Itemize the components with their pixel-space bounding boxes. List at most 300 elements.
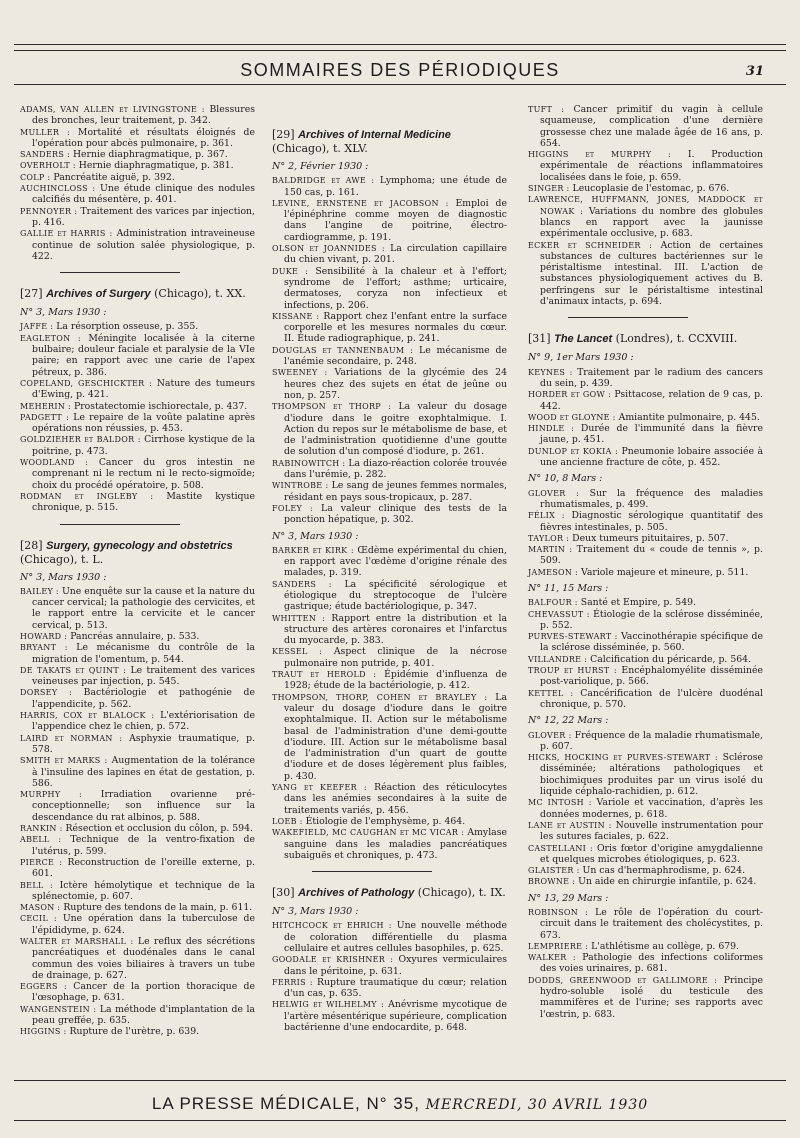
article-entry	[272, 266, 507, 311]
author-names: RANKIN :	[20, 824, 63, 834]
journal-31-entries-2	[528, 488, 763, 578]
article-entry	[272, 613, 507, 647]
article-title: Le traitement des varices veineuses par injection, p. 545.	[32, 664, 255, 688]
article-entry	[272, 579, 507, 613]
article-entry	[528, 510, 763, 533]
page-title: SOMMAIRES DES PÉRIODIQUES	[240, 60, 560, 80]
article-entry	[20, 333, 255, 378]
article-entry	[272, 503, 507, 526]
journal-31-entries-5	[528, 907, 763, 1020]
article-entry	[272, 480, 507, 503]
article-title: Reconstruction de l'oreille externe, p. 601.	[32, 856, 255, 880]
author-names: TAYLOR :	[528, 533, 570, 543]
author-names: WINTROBE :	[272, 481, 329, 491]
article-entry	[528, 665, 763, 688]
article-title: La circulation capillaire du chien vivant, p. 201.	[284, 243, 507, 266]
article-title: Pancréas annulaire, p. 533.	[70, 630, 200, 642]
author-names: GLOVER :	[528, 730, 572, 740]
article-entry	[20, 228, 255, 262]
article-entry	[20, 687, 255, 710]
author-names: PIERCE :	[20, 857, 63, 867]
article-title: Sensibilité à la chaleur et à l'effort; syndrome de l'effort; asthme; urticaire, dermatoses, coryza non infectieux et infections, p. 206.	[284, 265, 507, 311]
article-entry	[528, 446, 763, 469]
article-title: Hernie diaphragmatique, p. 367.	[72, 149, 228, 161]
article-entry	[528, 797, 763, 820]
author-names: FOLEY :	[272, 503, 313, 513]
issue-date: N° 13, 29 Mars :	[528, 892, 609, 904]
article-title: Le reflux des sécrétions pancréatiques et duodénales dans le canal commun des voies biliaires à travers un tube de drainage, p. 627.	[32, 936, 255, 981]
article-title: La diazo-réaction colorée trouvée dans l'urémie, p. 282.	[284, 457, 507, 481]
article-title: Amylase sanguine dans les maladies pancréatiques subaiguës et chroniques, p. 473.	[284, 827, 507, 861]
journal-info: (Chicago), t. L.	[20, 552, 104, 566]
author-names: OLSON et JOANNIDES :	[272, 244, 385, 254]
author-names: DODDS, GREENWOOD et GALLIMORE :	[528, 975, 718, 985]
journal-info: (Chicago), t. IX.	[417, 886, 506, 900]
article-title: Hernie diaphragmatique, p. 381.	[78, 160, 234, 172]
article-entry	[272, 827, 507, 861]
author-names: MC INTOSH :	[528, 798, 592, 808]
author-names: WHITTEN :	[272, 613, 326, 623]
article-title: Rupture des tendons de la main, p. 611.	[63, 902, 253, 914]
article-entry	[528, 654, 763, 665]
article-title: Durée de l'immunité dans la fièvre jaune, p. 451.	[540, 423, 763, 446]
footer-journal: LA PRESSE MÉDICALE,	[151, 1094, 361, 1113]
article-title: Prostatectomie ischiorectale, p. 437.	[73, 400, 248, 412]
author-names: FERRIS :	[272, 977, 313, 987]
article-entry	[20, 206, 255, 229]
article-title: Une étude clinique des nodules calcifiés du mésentère, p. 401.	[32, 183, 255, 206]
article-entry	[20, 1004, 255, 1027]
header-rule-top-inner	[14, 50, 786, 51]
article-entry	[20, 710, 255, 733]
article-entry	[528, 488, 763, 511]
article-title: Cancer primitif du vagin à cellule squameuse, complication d'une dernière grossesse chez une malade âgée de 16 ans, p. 654.	[540, 104, 763, 149]
issue-date: N° 9, 1er Mars 1930 :	[528, 352, 634, 364]
author-names: DUNLOP et KOKIA :	[528, 446, 619, 456]
column-1	[20, 104, 255, 1038]
author-names: LAWRENCE, HUFFMANN, JONES, MADDOCK et NOWAK :	[528, 195, 763, 216]
journal-title: Archives of Surgery	[46, 288, 151, 301]
article-entry	[528, 104, 763, 149]
issue-date: N° 3, Mars 1930 :	[20, 571, 107, 583]
article-title: Administration intraveineuse continue de solution salée physiologique, p. 422.	[32, 228, 255, 262]
article-entry	[272, 367, 507, 401]
article-entry	[272, 692, 507, 782]
author-names: JAFFE :	[20, 322, 54, 332]
author-names: HELWIG et WILHELMY :	[272, 1000, 384, 1010]
author-names: GOODALE et KRISHNER :	[272, 955, 394, 965]
article-title: Mortalité et résultats éloignés de l'opération pour abcès pulmonaire, p. 361.	[32, 126, 255, 149]
author-names: CHEVASSUT :	[528, 609, 590, 619]
article-entry	[272, 669, 507, 692]
article-entry	[20, 491, 255, 514]
author-names: JAMESON :	[528, 567, 578, 577]
article-entry	[20, 981, 255, 1004]
article-title: Asphyxie traumatique, p. 578.	[32, 732, 255, 755]
author-names: SMITH et MARKS :	[20, 756, 108, 766]
author-names: ADAMS, VAN ALLEN et LIVINGSTONE :	[20, 105, 205, 114]
article-entry	[528, 194, 763, 239]
article-entry	[528, 865, 763, 876]
author-names: CASTELLANI :	[528, 843, 593, 853]
author-names: MULLER :	[20, 127, 71, 137]
article-title: Rapport entre la distribution et la structure des artères coronaires et l'infarctus du myocarde, p. 383.	[284, 612, 507, 647]
author-names: BALFOUR :	[528, 598, 578, 608]
article-entry	[20, 880, 255, 903]
header-rule-top	[14, 44, 786, 45]
author-names: VILLANDRE :	[528, 654, 588, 664]
article-title: Méningite localisée à la citerne bulbaire; douleur faciale et paralysie de la VIe paire; en rapport avec une carie de l'apex pétreux, p. 386.	[32, 332, 255, 378]
section-separator	[312, 871, 432, 872]
article-entry	[272, 646, 507, 669]
article-entry	[20, 823, 255, 834]
article-entry	[528, 412, 763, 423]
author-names: LAIRD et NORMAN :	[20, 733, 123, 743]
section-separator	[568, 317, 688, 318]
author-names: PENNOYER :	[20, 206, 78, 216]
article-entry	[20, 1026, 255, 1037]
article-title: Lymphoma; une étude de 150 cas, p. 161.	[284, 175, 507, 198]
article-entry	[20, 127, 255, 150]
article-title: Variole majeure et mineure, p. 511.	[580, 566, 749, 578]
article-title: Le sang de jeunes femmes normales, résidant en pays sous-tropicaux, p. 287.	[284, 480, 507, 503]
author-names: HITCHCOCK et EHRICH :	[272, 921, 392, 931]
article-entry	[272, 345, 507, 368]
article-entry	[272, 816, 507, 827]
author-names: BAILEY :	[20, 586, 59, 596]
journal-number: [29]	[272, 128, 295, 141]
article-entry	[20, 401, 255, 412]
article-title: Pneumonie lobaire associée à une ancienne fracture de côte, p. 452.	[540, 445, 763, 469]
footer-date: MERCREDI, 30 AVRIL 1930	[425, 1097, 649, 1113]
article-entry	[272, 782, 507, 816]
article-title: Pancréatite aiguë, p. 392.	[53, 171, 175, 183]
article-entry	[528, 941, 763, 952]
author-names: GOLDZIEHER et BALDOR :	[20, 435, 141, 445]
header-rule-bottom	[14, 84, 786, 85]
article-title: Une opération dans la tuberculose de l'épididyme, p. 624.	[32, 913, 255, 936]
author-names: TRAUT et HEROLD :	[272, 670, 377, 680]
article-title: Rapport chez l'enfant entre la surface corporelle et les mesures normales du cœur. II. Étude radiographique, p. 241.	[284, 310, 507, 345]
article-title: Deux tumeurs pituitaires, p. 507.	[572, 532, 729, 544]
article-entry	[20, 412, 255, 435]
article-title: Calcification du péricarde, p. 564.	[590, 653, 752, 665]
article-title: L'athlétisme au collège, p. 679.	[591, 940, 740, 952]
article-title: Le mécanisme du contrôle de la migration de l'omentum, p. 544.	[32, 642, 255, 665]
journal-info: (Chicago), t. XX.	[154, 287, 246, 301]
article-entry	[528, 843, 763, 866]
article-title: Oxyures vermiculaires dans le péritoine, p. 631.	[284, 954, 507, 977]
article-entry	[272, 977, 507, 1000]
article-title: Le rôle de l'opération du court-circuit dans le traitement des cholécystites, p. 673.	[540, 907, 763, 941]
journal-title: Archives of Pathology	[298, 887, 415, 900]
article-title: Nature des tumeurs d'Ewing, p. 421.	[32, 377, 255, 401]
article-title: Bactériologie et pathogénie de l'appendicite, p. 562.	[32, 687, 255, 710]
article-title: Fréquence de la maladie rhumatismale, p. 607.	[540, 729, 763, 752]
article-title: Irradiation ovarienne pré-conceptionnelle; son influence sur la descendance du rat albinos, p. 588.	[32, 789, 255, 823]
article-entry	[528, 544, 763, 567]
author-names: ABELL :	[20, 835, 62, 845]
article-entry	[528, 952, 763, 975]
article-entry	[528, 820, 763, 843]
article-entry	[528, 240, 763, 308]
article-title: Cancer de la portion thoracique de l'œsophage, p. 631.	[32, 981, 255, 1004]
journal-28-entries	[20, 586, 255, 1038]
article-title: Ictère hémolytique et technique de la splénectomie, p. 607.	[32, 879, 255, 902]
section-separator	[60, 272, 180, 273]
article-title: Cirrhose kystique de la poitrine, p. 473.	[32, 434, 255, 457]
journal-27-entries	[20, 321, 255, 513]
footer-rule-top	[14, 1080, 786, 1081]
author-names: ECKER et SCHNEIDER :	[528, 240, 653, 250]
article-entry	[20, 378, 255, 401]
article-title: La résorption osseuse, p. 355.	[56, 321, 199, 333]
author-names: RODMAN et INGLEBY :	[20, 491, 154, 501]
article-title: La spécificité sérologique et étiologique du streptocoque de l'ulcère gastrique; étude bactériologique, p. 347.	[284, 578, 507, 613]
author-names: KESSEL :	[272, 647, 323, 657]
article-title: La valeur du dosage d'iodure dans le goitre exophtalmique. II. Action sur le métabolisme basal de l'administration d'une demi-goutte d'iodure. III. Action sur le métabolisme basal de l'administration d'un quart de goutte d'iodure et de doses légèrement plus faibles, p. 430.	[284, 691, 507, 782]
article-entry	[20, 936, 255, 981]
article-entry	[528, 631, 763, 654]
issue-date: N° 3, Mars 1930 :	[272, 530, 359, 542]
article-title: Sur la fréquence des maladies rhumatismales, p. 499.	[540, 487, 763, 510]
article-title: I. Production expérimentale de réactions inflammatoires localisées dans le foie, p. 659.	[540, 149, 763, 183]
author-names: MURPHY :	[20, 790, 83, 800]
author-names: GLAISTER :	[528, 866, 580, 876]
article-entry	[528, 876, 763, 887]
author-names: HOWARD :	[20, 631, 68, 641]
section-separator	[60, 524, 180, 525]
article-title: Amiantite pulmonaire, p. 445.	[618, 411, 760, 423]
journal-31-entries-4	[528, 730, 763, 888]
journal-info: (Chicago), t. XLV.	[272, 142, 368, 155]
journal-heading-30	[272, 886, 507, 900]
journal-title: Archives of Internal Medicine	[298, 129, 451, 141]
author-names: RABINOWITCH :	[272, 458, 346, 468]
journal-29-entries-mar	[272, 545, 507, 861]
article-entry	[20, 172, 255, 183]
author-names: KETTEL :	[528, 688, 574, 698]
author-names: PADGETT :	[20, 412, 70, 422]
journal-number: [28]	[20, 538, 43, 552]
col1-prelude	[20, 104, 255, 262]
author-names: DOUGLAS et TANNENBAUM :	[272, 345, 414, 355]
article-title: La valeur du dosage d'iodure dans le goitre exophtalmique. I. Action du repos sur le métabolisme de base, et de l'administration quotidienne d'une goutte de solution d'un composé d'iodure, p. 261.	[284, 401, 507, 458]
article-title: Un aide en chirurgie infantile, p. 624.	[578, 876, 757, 888]
article-entry	[20, 789, 255, 823]
article-entry	[20, 183, 255, 206]
author-names: YANG et KEEFER :	[272, 783, 367, 793]
article-entry	[528, 752, 763, 797]
page-footer	[0, 1094, 800, 1114]
article-title: Variations du nombre des globules blancs en rapport avec la jaunisse expérimentale occlusive, p. 683.	[540, 205, 763, 240]
journal-title: Surgery, gynecology and obstetrics	[46, 539, 233, 552]
author-names: BRYANT :	[20, 643, 68, 653]
author-names: WAKEFIELD, MC CAUGHAN et MC VICAR :	[272, 828, 465, 838]
journal-heading-31	[528, 332, 763, 346]
article-title: Sclérose disséminée; altérations pathologiques et biochimiques produites par un virus isolé du liquide céphalo-rachidien, p. 612.	[540, 752, 763, 798]
issue-date: N° 2, Février 1930 :	[272, 161, 369, 172]
article-title: Blessures des bronches, leur traitement, p. 342.	[32, 104, 255, 127]
article-title: Emploi de l'épinéphrine comme moyen de diagnostic dans l'angine de poitrine, électro-cardiogramme, p. 191.	[284, 197, 507, 243]
author-names: SINGER :	[528, 184, 570, 194]
article-entry	[272, 175, 507, 198]
article-entry	[272, 999, 507, 1033]
article-entry	[528, 367, 763, 390]
author-names: SANDERS :	[20, 150, 70, 160]
author-names: HICKS, HOCKING et PURVES-STEWART :	[528, 753, 718, 763]
article-entry	[20, 642, 255, 665]
article-title: Étiologie de la sclérose disséminée, p. 552.	[540, 608, 763, 631]
article-entry	[528, 609, 763, 632]
article-entry	[20, 104, 255, 127]
journal-heading-29	[272, 128, 507, 155]
journal-29-entries-feb	[272, 175, 507, 525]
author-names: TUFT :	[528, 105, 565, 114]
journal-heading-27	[20, 287, 255, 301]
article-entry	[272, 198, 507, 243]
article-title: Une enquête sur la cause et la nature du cancer cervical; la pathologie des cervicites, et le rapport entre la cervicite et le cancer cervical, p. 513.	[32, 585, 255, 631]
author-names: DORSEY :	[20, 688, 72, 698]
author-names: EGGERS :	[20, 982, 67, 992]
author-names: ROBINSON :	[528, 908, 589, 917]
article-entry	[272, 311, 507, 345]
author-names: BARKER et KIRK :	[272, 545, 354, 555]
author-names: EAGLETON :	[20, 333, 81, 343]
article-entry	[528, 389, 763, 412]
col3-prelude	[528, 104, 763, 307]
journal-number: [30]	[272, 886, 295, 900]
journal-number: [27]	[20, 287, 43, 301]
author-names: TROUP et HURST :	[528, 666, 617, 676]
article-entry	[20, 321, 255, 332]
author-names: THOMPSON et THORP :	[272, 402, 392, 412]
article-title: Le mécanisme de l'anémie secondaire, p. 248.	[284, 344, 507, 368]
author-names: AUCHINCLOSS :	[20, 184, 96, 194]
article-entry	[20, 457, 255, 491]
article-entry	[272, 920, 507, 954]
article-title: Technique de la ventro-fixation de l'utérus, p. 599.	[32, 834, 255, 857]
article-title: Action de certaines substances de cultures bactériennes sur le péristaltisme intestinal. III. L'action de substances physiologiquement actives du B. perfringens sur le péristaltisme intestinal d'animaux intacts, p. 694.	[540, 239, 763, 308]
article-title: Étiologie de l'emphysème, p. 464.	[305, 815, 466, 827]
article-title: Pathologie des infections coliformes des voies urinaires, p. 681.	[540, 952, 763, 975]
article-title: Traitement du « coude de tennis », p. 509.	[540, 544, 763, 567]
article-title: Augmentation de la tolérance à l'insuline des lapines en état de gestation, p. 586.	[32, 755, 255, 789]
article-entry	[528, 907, 763, 941]
author-names: HARRIS, COX et BLALOCK :	[20, 711, 155, 721]
author-names: HINDLE :	[528, 424, 575, 434]
article-title: La valeur clinique des tests de la ponction hépatique, p. 302.	[284, 502, 507, 526]
author-names: BELL :	[20, 880, 54, 890]
article-entry	[528, 567, 763, 578]
article-title: Principe hydro-soluble isolé du testicule des mammifères et de l'urine; ses rapports avec l'œstrin, p. 683.	[540, 974, 763, 1020]
article-title: Cancer du gros intestin ne comprenant ni le rectum ni le recto-sigmoïde; choix du procédé opératoire, p. 508.	[32, 457, 255, 491]
article-entry	[528, 730, 763, 753]
author-names: THOMPSON, THORP, COHEN et BRAYLEY :	[272, 692, 488, 702]
article-title: Variole et vaccination, d'après les données modernes, p. 618.	[540, 797, 763, 820]
article-title: Aspect clinique de la nécrose pulmonaire non putride, p. 401.	[284, 646, 507, 669]
journal-number: [31]	[528, 332, 551, 346]
article-entry	[528, 688, 763, 711]
article-entry	[272, 401, 507, 457]
article-title: La méthode d'implantation de la peau greffée, p. 635.	[32, 1003, 255, 1027]
issue-date: N° 11, 15 Mars :	[528, 582, 609, 594]
issue-date: N° 3, Mars 1930 :	[20, 307, 107, 319]
article-title: Nouvelle instrumentation pour les sutures faciales, p. 622.	[540, 819, 763, 843]
article-entry	[20, 434, 255, 457]
article-title: Oris fœtor d'origine amygdalienne et quelques microbes étiologiques, p. 623.	[540, 842, 763, 865]
author-names: BROWNE :	[528, 877, 576, 887]
article-title: Rupture traumatique du cœur; relation d'un cas, p. 635.	[284, 976, 507, 1000]
article-title: Encéphalomyélite disséminée post-variolique, p. 566.	[540, 665, 763, 688]
article-entry	[20, 733, 255, 756]
article-entry	[272, 243, 507, 266]
article-entry	[20, 149, 255, 160]
journal-30-entries	[272, 920, 507, 1033]
journal-title: The Lancet	[554, 333, 613, 346]
article-entry	[272, 458, 507, 481]
article-entry	[20, 160, 255, 171]
author-names: WOOD et GLOYNE :	[528, 412, 616, 422]
article-entry	[20, 913, 255, 936]
article-title: Œdème expérimental du chien, en rapport avec l'œdème d'origine rénale des malades, p. 319.	[284, 544, 507, 579]
article-entry	[20, 755, 255, 789]
author-names: SANDERS :	[272, 579, 332, 589]
author-names: LEVINE, ERNSTENE et JACOBSON :	[272, 198, 449, 208]
journal-heading-28	[20, 539, 255, 566]
author-names: CECIL :	[20, 914, 57, 924]
journal-info: (Londres), t. CCXVIII.	[615, 332, 738, 346]
article-entry	[20, 665, 255, 688]
article-entry	[20, 586, 255, 631]
article-title: Rupture de l'urètre, p. 639.	[69, 1026, 200, 1038]
author-names: HIGGINS et MURPHY :	[528, 150, 672, 160]
article-title: Épidémie d'influenza de 1928; étude de la bactériologie, p. 412.	[284, 669, 507, 692]
author-names: WALTER et MARSHALL :	[20, 937, 134, 946]
author-names: BALDRIDGE et AWE :	[272, 176, 375, 186]
article-entry	[272, 954, 507, 977]
article-entry	[528, 533, 763, 544]
author-names: MARTIN :	[528, 545, 573, 555]
journal-31-entries-3	[528, 597, 763, 710]
article-entry	[528, 975, 763, 1020]
author-names: HIGGINS :	[20, 1027, 67, 1037]
article-title: Cancérification de l'ulcère duodénal chronique, p. 570.	[540, 687, 763, 710]
author-names: FÉLIX :	[528, 511, 565, 521]
article-title: Traitement des varices par injection, p. 416.	[32, 205, 255, 228]
author-names: OVERHOLT :	[20, 161, 76, 171]
journal-31-entries-1	[528, 367, 763, 469]
column-2	[272, 104, 507, 1033]
author-names: MEHERIN :	[20, 401, 71, 411]
article-entry	[528, 597, 763, 608]
article-entry	[20, 902, 255, 913]
issue-date: N° 12, 22 Mars :	[528, 715, 609, 727]
article-entry	[528, 183, 763, 194]
article-title: Vaccinothérapie spécifique de la sclérose disséminée, p. 560.	[540, 631, 763, 654]
page-number: 31	[745, 64, 764, 79]
author-names: LOEB :	[272, 816, 303, 826]
author-names: GLOVER :	[528, 488, 580, 498]
author-names: PURVES-STEWART :	[528, 632, 618, 642]
article-title: Une nouvelle méthode de coloration différentielle du plasma cellulaire et autres cellules basophiles, p. 625.	[284, 920, 507, 954]
article-title: L'extériorisation de l'appendice chez le chien, p. 572.	[32, 710, 255, 733]
article-title: Le repaire de la voûte palatine après opérations non réussies, p. 453.	[32, 411, 255, 435]
article-entry	[20, 834, 255, 857]
author-names: HORDER et GOW :	[528, 390, 612, 400]
article-entry	[528, 423, 763, 446]
article-title: Diagnostic sérologique quantitatif des fièvres intestinales, p. 505.	[540, 510, 763, 533]
